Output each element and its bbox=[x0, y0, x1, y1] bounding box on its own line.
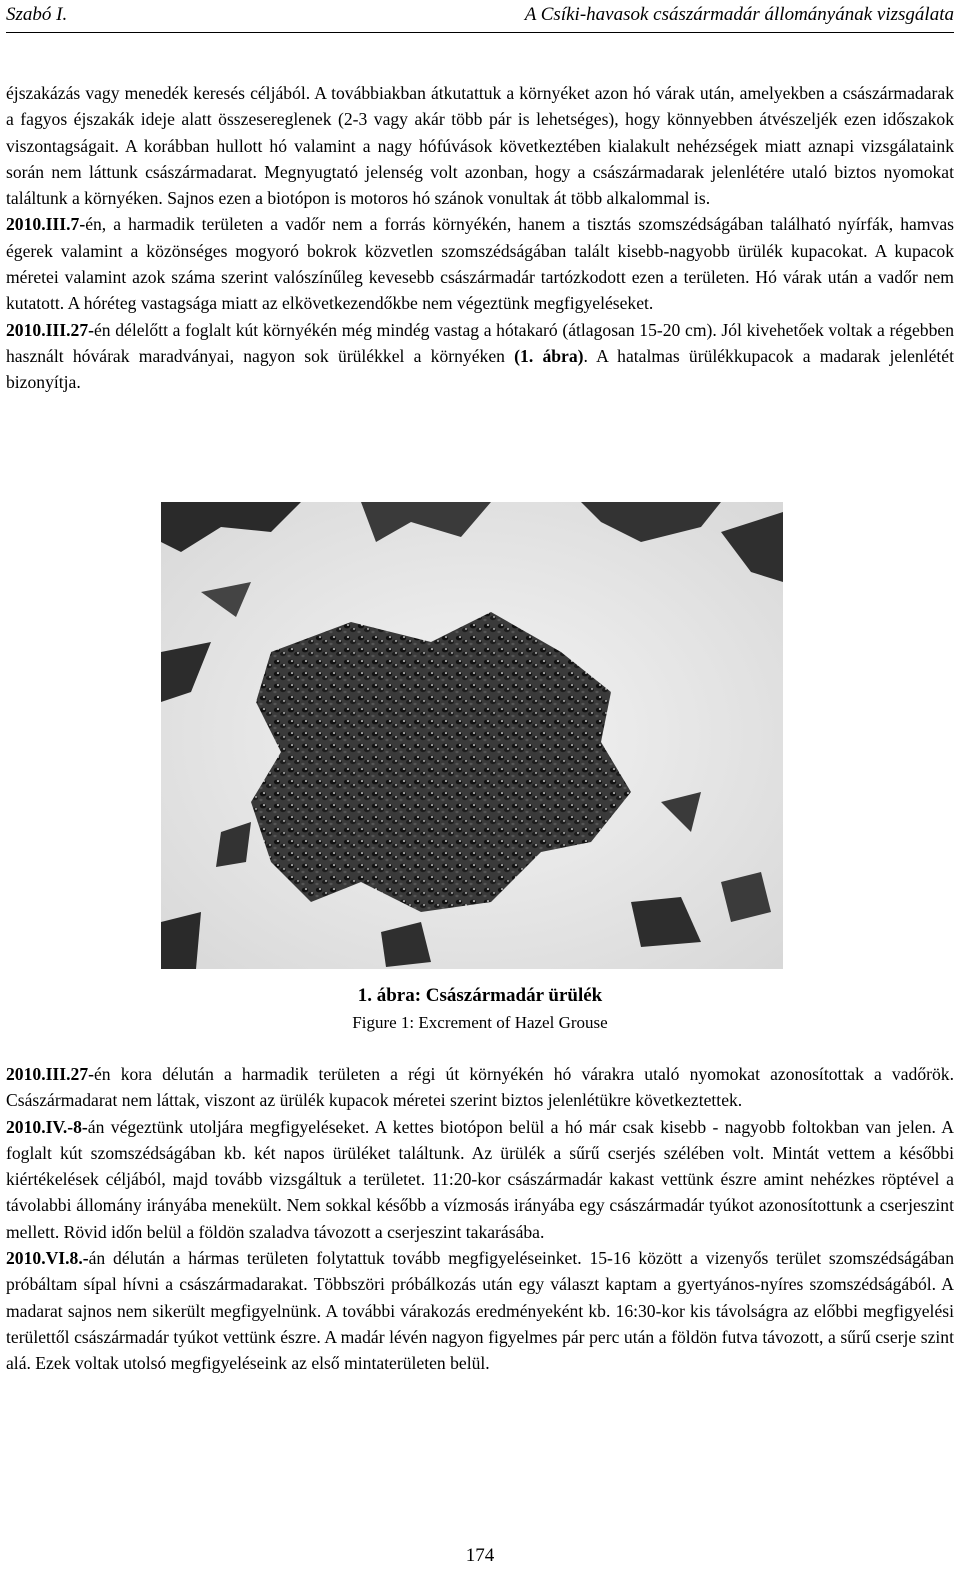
entry-date: 2010.III.27- bbox=[6, 1064, 94, 1084]
entry-date: 2010.III.7- bbox=[6, 214, 86, 235]
paragraph-text: . A hatalmas ürülékkupacok a madarak jelenlétét bizonyítja. bbox=[6, 345, 955, 393]
top-text-block bbox=[6, 80, 954, 396]
paragraph-text: én kora délután a harmadik területen a régi út környékén hó várakra utaló nyomokat azonosítottak a vadőrök. Császármadarat nem láttak, viszont az ürülék kupacok méretei szerint biztos jelenlétükre következtettek. bbox=[6, 1064, 954, 1111]
paragraph bbox=[6, 80, 954, 211]
figure-caption-subtitle: Figure 1: Excrement of Hazel Grouse bbox=[352, 1013, 608, 1032]
entry-date: 2010.IV.-8- bbox=[6, 1116, 88, 1137]
paragraph-text: án végeztünk utoljára megfigyeléseket. A kettes biotópon belül a hó már csak kisebb - nagyobb foltokban van jelen. A foglalt kút szomszédságában kb. két napos ürüléket találtunk. Az ürülék a sűrű cserjés szélében volt. Mintát vettem a későbbi kiértékelések céljából, majd tovább vizsgáltuk a területet. 11:20-kor császármadár kakast vettünk észre amint nehézkes röptével a távolabbi állomány irányába menekült. Nem sokkal később a vízmosás irányába egy császármadár tyúkot azonosítottunk a cserjeszint mellett. Rövid időn belül a földön szaladva távozott a cserjeszint takarásába. bbox=[6, 1116, 954, 1242]
paragraph-text: éjszakázás vagy menedék keresés céljából. A továbbiakban átkutattuk a környéket azon hó várak után, amelyekben a császármadarak a fagyos éjszakák ideje alatt összesereglenek (2-3 vagy akár több pár is lehetséges), hogy könnyebben átvészeljék ezen időszakok viszontagságait. A korábban hullott hó valamint a nagy hófúvások következtében kialakult nehézségek miatt aznapi vizsgálataink során nem láttunk császármadarat. Megnyugtató jelenség volt azonban, hogy a császármadarak jelenlétére utaló biztos nyomokat találtunk a környéken. Sajnos ezen a biotópon is motoros hó szánok vonultak át több alkalommal is. bbox=[6, 83, 954, 209]
paragraph-text: én, a harmadik területen a vadőr nem a forrás környékén, hanem a tisztás szomszédságában található nyírfák, hamvas égerek valamint a közönséges mogyoró bokrok közvetlen szomszédságában talált kisebb-nagyobb ürülék kupacokat. A kupacok méretei valamint azok száma szerint valószínűleg kevesebb császármadár tartózkodott ezen a területen. Hó várak után a vadőr nem kutatott. A hóréteg vastagsága miatt az elkövetkezendőkbe nem végeztünk megfigyeléseket. bbox=[6, 214, 954, 314]
paragraph bbox=[6, 1061, 954, 1114]
figure-caption-title: 1. ábra: Császármadár ürülék bbox=[357, 985, 603, 1006]
header-author: Szabó I. bbox=[6, 4, 68, 25]
entry-date: 2010.III.27- bbox=[6, 319, 94, 340]
paragraph bbox=[6, 1245, 954, 1376]
header-title: A Csíki-havasok császármadár állományának vizsgálata bbox=[524, 4, 954, 25]
excrement-photo bbox=[161, 502, 783, 969]
paragraph bbox=[6, 1114, 954, 1245]
figure-reference: (1. ábra) bbox=[514, 345, 584, 366]
paragraph-text: án délután a hármas területen folytattuk tovább megfigyeléseinket. 15-16 között a vizenyős terület szomszédságában próbáltam sípal hívni a császármadarakat. Többszöri próbálkozás után egy választ kaptam a gyertyános-nyíres szomszédságából. A madarat sajnos nem sikerült megfigyelnünk. A további várakozás eredményeként kb. 16:30-kor kis távolságra az előbbi megfigyelési területtől császármadár tyúkot vettünk észre. A madár lévén nagyon figyelmes pár perc után a földön futva távozott, a sűrű cserje szint alá. Ezek voltak utolsó megfigyeléseink az első mintaterületen belül. bbox=[6, 1248, 954, 1374]
running-header bbox=[6, 0, 954, 33]
paragraph bbox=[6, 317, 954, 396]
paragraph bbox=[6, 211, 954, 316]
entry-date: 2010.VI.8.- bbox=[6, 1248, 89, 1269]
paragraph-text: én délelőtt a foglalt kút környékén még mindég vastag a hótakaró (átlagosan 15-20 cm). Jól kivehetőek voltak a régebben használt hóvárak maradványai, nagyon sok ürülékkel a környéken bbox=[6, 319, 954, 366]
page-number: 174 bbox=[465, 1545, 495, 1566]
bottom-text-block bbox=[6, 1061, 954, 1377]
